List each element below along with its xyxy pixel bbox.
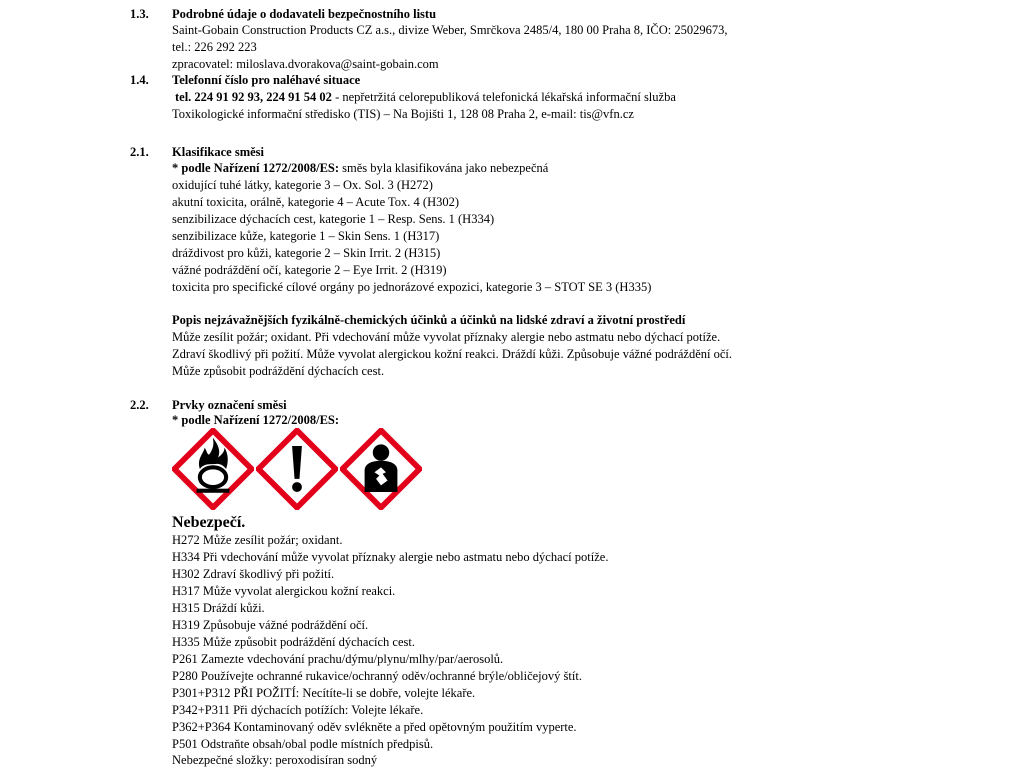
classification-item: akutní toxicita, orálně, kategorie 4 – Acute Tox. 4 (H302) (172, 195, 460, 209)
precaution-statement: P301+P312 PŘI POŽITÍ: Necítíte-li se dobře, volejte lékaře. (172, 686, 476, 700)
precaution-statement: P280 Používejte ochranné rukavice/ochranný oděv/ochranné brýle/obličejový štít. (172, 669, 582, 683)
toxicology-center: Toxikologické informační středisko (TIS) – Na Bojišti 1, 128 08 Praha 2, e-mail: tis@vfn.cz (172, 107, 634, 121)
emergency-phones-line (172, 89, 676, 105)
classification-item: dráždivost pro kůži, kategorie 2 – Skin Irrit. 2 (H315) (172, 246, 441, 260)
precaution-statement: P362+P364 Kontaminovaný oděv svlékněte a před opětovným použitím vyperte. (172, 720, 577, 734)
flame-over-circle-icon (172, 428, 254, 510)
hazard-statement: H302 Zdraví škodlivý při požití. (172, 567, 335, 581)
supplier-address: Saint-Gobain Construction Products CZ a.s., divize Weber, Smrčkova 2485/4, 180 00 Praha 8, IČO: 25029673, (172, 23, 728, 37)
section-number-2-1: 2.1. (130, 145, 149, 159)
classification-regulation (172, 160, 548, 176)
section-number-1-4: 1.4. (130, 73, 149, 87)
classification-item: senzibilizace dýchacích cest, kategorie 1 – Resp. Sens. 1 (H334) (172, 212, 495, 226)
section-heading-2-1: Klasifikace směsi (172, 145, 265, 159)
effects-heading: Popis nejzávažnějších fyzikálně-chemických účinků a účinků na lidské zdraví a životní prostředí (172, 313, 686, 327)
emergency-phones: tel. 224 91 92 93, 224 91 54 02 (175, 90, 332, 104)
hazard-statement: H272 Může zesílit požár; oxidant. (172, 533, 343, 547)
health-hazard-icon (340, 428, 422, 510)
supplier-phone: tel.: 226 292 223 (172, 40, 257, 54)
regulation-label: * podle Nařízení 1272/2008/ES: (172, 161, 340, 175)
section-heading-2-2: Prvky označení směsi (172, 398, 287, 412)
labelling-regulation: * podle Nařízení 1272/2008/ES: (172, 413, 340, 427)
hazard-statement: H335 Může způsobit podráždění dýchacích cest. (172, 635, 415, 649)
effects-line: Může způsobit podráždění dýchacích cest. (172, 364, 385, 378)
hazardous-components: Nebezpečné složky: peroxodisíran sodný (172, 753, 378, 767)
precaution-statement: P342+P311 Při dýchacích potížích: Volejte lékaře. (172, 703, 424, 717)
processor-email: zpracovatel: miloslava.dvorakova@saint-gobain.com (172, 57, 439, 71)
classification-item: senzibilizace kůže, kategorie 1 – Skin Sens. 1 (H317) (172, 229, 440, 243)
classification-item: toxicita pro specifické cílové orgány po jednorázové expozici, kategorie 3 – STOT SE 3 (H335) (172, 280, 652, 294)
effects-line: Zdraví škodlivý při požití. Může vyvolat alergickou kožní reakci. Dráždí kůži. Způsobuje vážné podráždění očí. (172, 347, 733, 361)
hazard-statement: H315 Dráždí kůži. (172, 601, 265, 615)
precaution-statement: P261 Zamezte vdechování prachu/dýmu/plynu/mlhy/par/aerosolů. (172, 652, 504, 666)
classification-item: vážné podráždění očí, kategorie 2 – Eye Irrit. 2 (H319) (172, 263, 447, 277)
exclamation-mark-icon (256, 428, 338, 510)
signal-word: Nebezpečí. (172, 514, 246, 531)
hazard-statement: H334 Při vdechování může vyvolat příznaky alergie nebo astmatu nebo dýchací potíže. (172, 550, 609, 564)
section-number-1-3: 1.3. (130, 7, 149, 21)
regulation-text: směs byla klasifikována jako nebezpečná (339, 161, 549, 175)
effects-line: Může zesílit požár; oxidant. Při vdechování může vyvolat příznaky alergie nebo astmatu nebo dýchací potíže. (172, 330, 721, 344)
section-heading-1-3: Podrobné údaje o dodavateli bezpečnostního listu (172, 7, 437, 21)
emergency-phones-desc: - nepřetržitá celorepubliková telefonická lékařská informační služba (331, 90, 676, 104)
precaution-statement: P501 Odstraňte obsah/obal podle místních předpisů. (172, 737, 434, 751)
classification-item: oxidující tuhé látky, kategorie 3 – Ox. Sol. 3 (H272) (172, 178, 433, 192)
ghs-pictograms (172, 428, 422, 508)
section-number-2-2: 2.2. (130, 398, 149, 412)
section-heading-1-4: Telefonní číslo pro naléhavé situace (172, 73, 361, 87)
hazard-statement: H317 Může vyvolat alergickou kožní reakci. (172, 584, 396, 598)
hazard-statement: H319 Způsobuje vážné podráždění očí. (172, 618, 369, 632)
